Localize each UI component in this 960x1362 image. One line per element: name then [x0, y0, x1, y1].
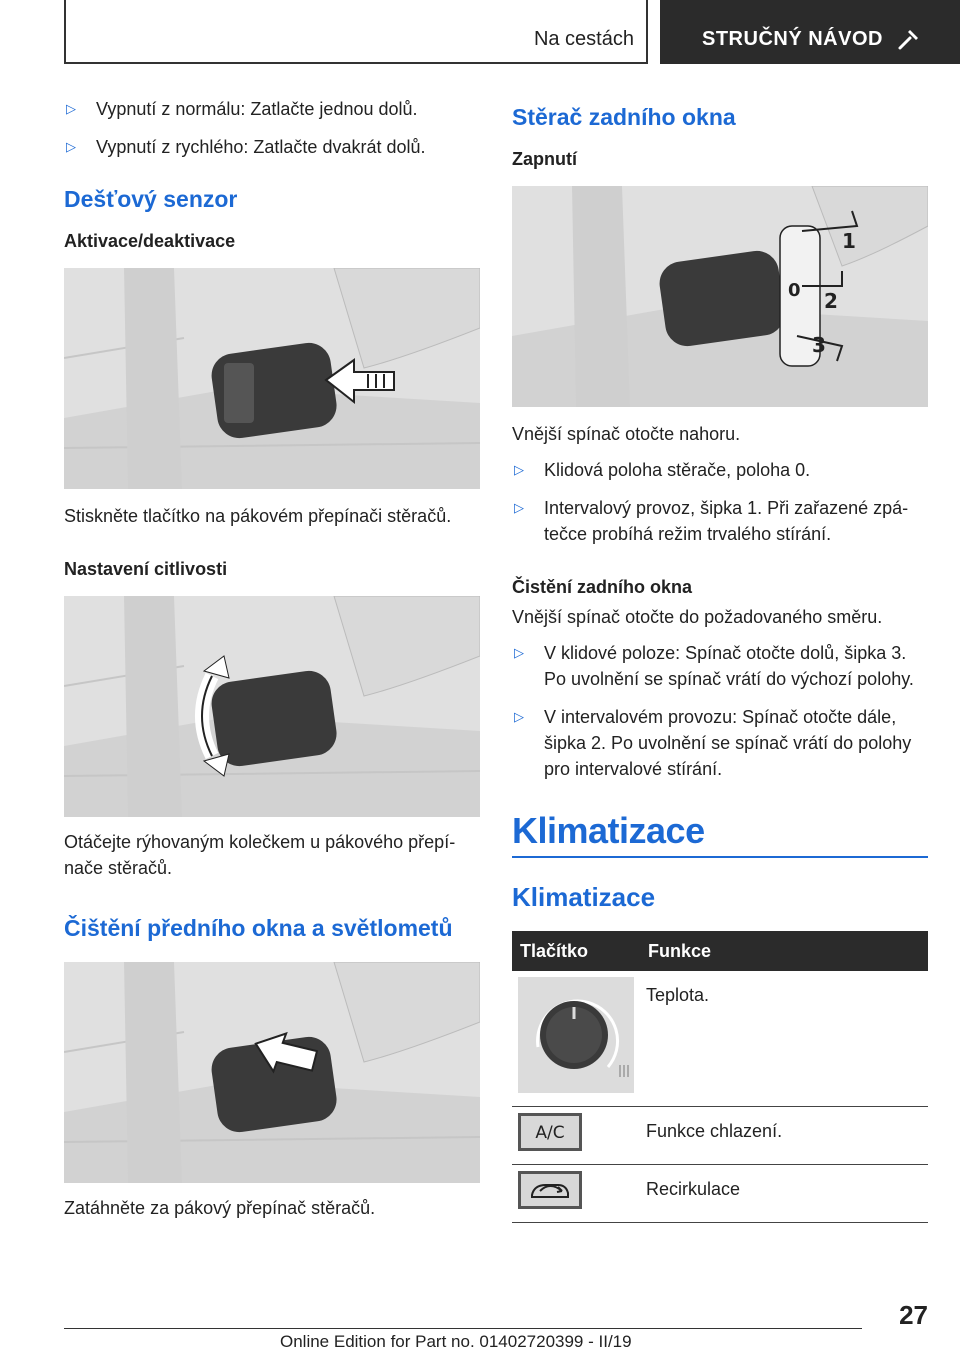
list-item: ▷ Klidová poloha stěrače, poloha 0.: [512, 457, 928, 483]
list-item: ▷ Vypnutí z normálu: Zatlačte jednou dolů.: [64, 96, 480, 122]
table-cell-button: [512, 1165, 640, 1223]
table-row: [512, 1165, 928, 1223]
table-cell-button: [512, 1107, 640, 1165]
table-cell-function: Recirkulace: [640, 1165, 928, 1223]
table-row: [512, 971, 928, 1107]
arrow-1-label: 1: [842, 229, 856, 253]
arrow-2-label: 2: [824, 289, 838, 313]
table-cell-function: Funkce chlazení.: [640, 1107, 928, 1165]
triangle-bullet-icon: ▷: [514, 709, 524, 724]
header-section-title: Na cestách: [533, 28, 634, 50]
chapter-heading-climate: Klimatizace: [512, 810, 705, 851]
section-heading-rain-sensor: Dešťový senzor: [64, 186, 238, 212]
chapter-rule: [512, 856, 928, 858]
caption-sensitivity: Otáčejte rýhovaným kolečkem u pákového přepínače stěračů.: [64, 832, 456, 878]
lever-position-0-label: 0: [788, 280, 801, 301]
caption-front-cleaning: Zatáhněte za pákový přepínač stěračů.: [64, 1198, 376, 1218]
header-quick-guide-tab[interactable]: [660, 0, 960, 64]
rear-wiper-switch-image: [512, 186, 928, 407]
arrow-3-label: 3: [812, 333, 826, 357]
table-header-row: [512, 931, 928, 971]
subheading-activation: Aktivace/deaktivace: [64, 231, 236, 251]
climate-controls-table: [512, 931, 928, 1223]
subheading-sensitivity: Nastavení citlivosti: [64, 559, 228, 579]
header-quick-guide-title: STRUČNÝ NÁVOD: [702, 28, 883, 50]
triangle-bullet-icon: ▷: [514, 462, 524, 477]
section-heading-climate: Klimatizace: [512, 882, 656, 912]
triangle-bullet-icon: ▷: [514, 645, 524, 660]
wiper-stalk-pull-image: [64, 962, 480, 1183]
list-item: ▷ Vypnutí z rychlého: Zatlačte dvakrát dolů.: [64, 134, 480, 160]
table-cell-button: [512, 971, 640, 1107]
list-item: ▷ V intervalovém provozu: Spínač otočte dále, šipka 2. Po uvolnění se spínač vrátí do polohy pro intervalové stírání.: [512, 704, 928, 782]
left-column: [64, 96, 480, 1231]
text-rear-cleaning: Vnější spínač otočte do požadovaného směru.: [512, 607, 883, 627]
triangle-bullet-icon: ▷: [66, 139, 76, 154]
footer-edition: Online Edition for Part no. 01402720399 - II/19: [280, 1332, 632, 1351]
section-heading-rear-wiper: Stěrač zadního okna: [512, 104, 736, 130]
page-number: 27: [899, 1300, 928, 1330]
ac-button-label: A/C: [535, 1123, 565, 1143]
caption-activation: Stiskněte tlačítko na pákovém přepínači stěračů.: [64, 506, 452, 526]
caption-rear-on: Vnější spínač otočte nahoru.: [512, 424, 741, 444]
subheading-switch-on: Zapnutí: [512, 149, 577, 169]
table-row: [512, 1107, 928, 1165]
table-header-function: Funkce: [640, 931, 928, 971]
table-header-button: Tlačítko: [512, 931, 640, 971]
subheading-rear-cleaning: Čistění zadního okna: [512, 577, 693, 597]
temperature-knob-icon: [518, 977, 634, 1093]
footer-rule: [64, 1328, 862, 1329]
section-heading-front-cleaning: Čištění předního okna a světlometů: [64, 915, 453, 941]
right-column: [512, 96, 928, 1223]
recirculation-button-icon: [518, 1171, 582, 1209]
wiper-knurled-wheel-image: [64, 596, 480, 817]
list-item: ▷ V klidové poloze: Spínač otočte dolů, šipka 3. Po uvolnění se spínač vrátí do výchozí polohy.: [512, 640, 928, 692]
wiper-stalk-button-image: [64, 268, 480, 489]
wrench-icon: [896, 26, 922, 57]
triangle-bullet-icon: ▷: [66, 101, 76, 116]
list-item: ▷ Intervalový provoz, šipka 1. Při zařazené zpátečce probíhá režim trvalého stírání.: [512, 495, 928, 547]
triangle-bullet-icon: ▷: [514, 500, 524, 515]
ac-button-icon: [518, 1113, 582, 1151]
table-cell-function: Teplota.: [640, 971, 928, 1107]
